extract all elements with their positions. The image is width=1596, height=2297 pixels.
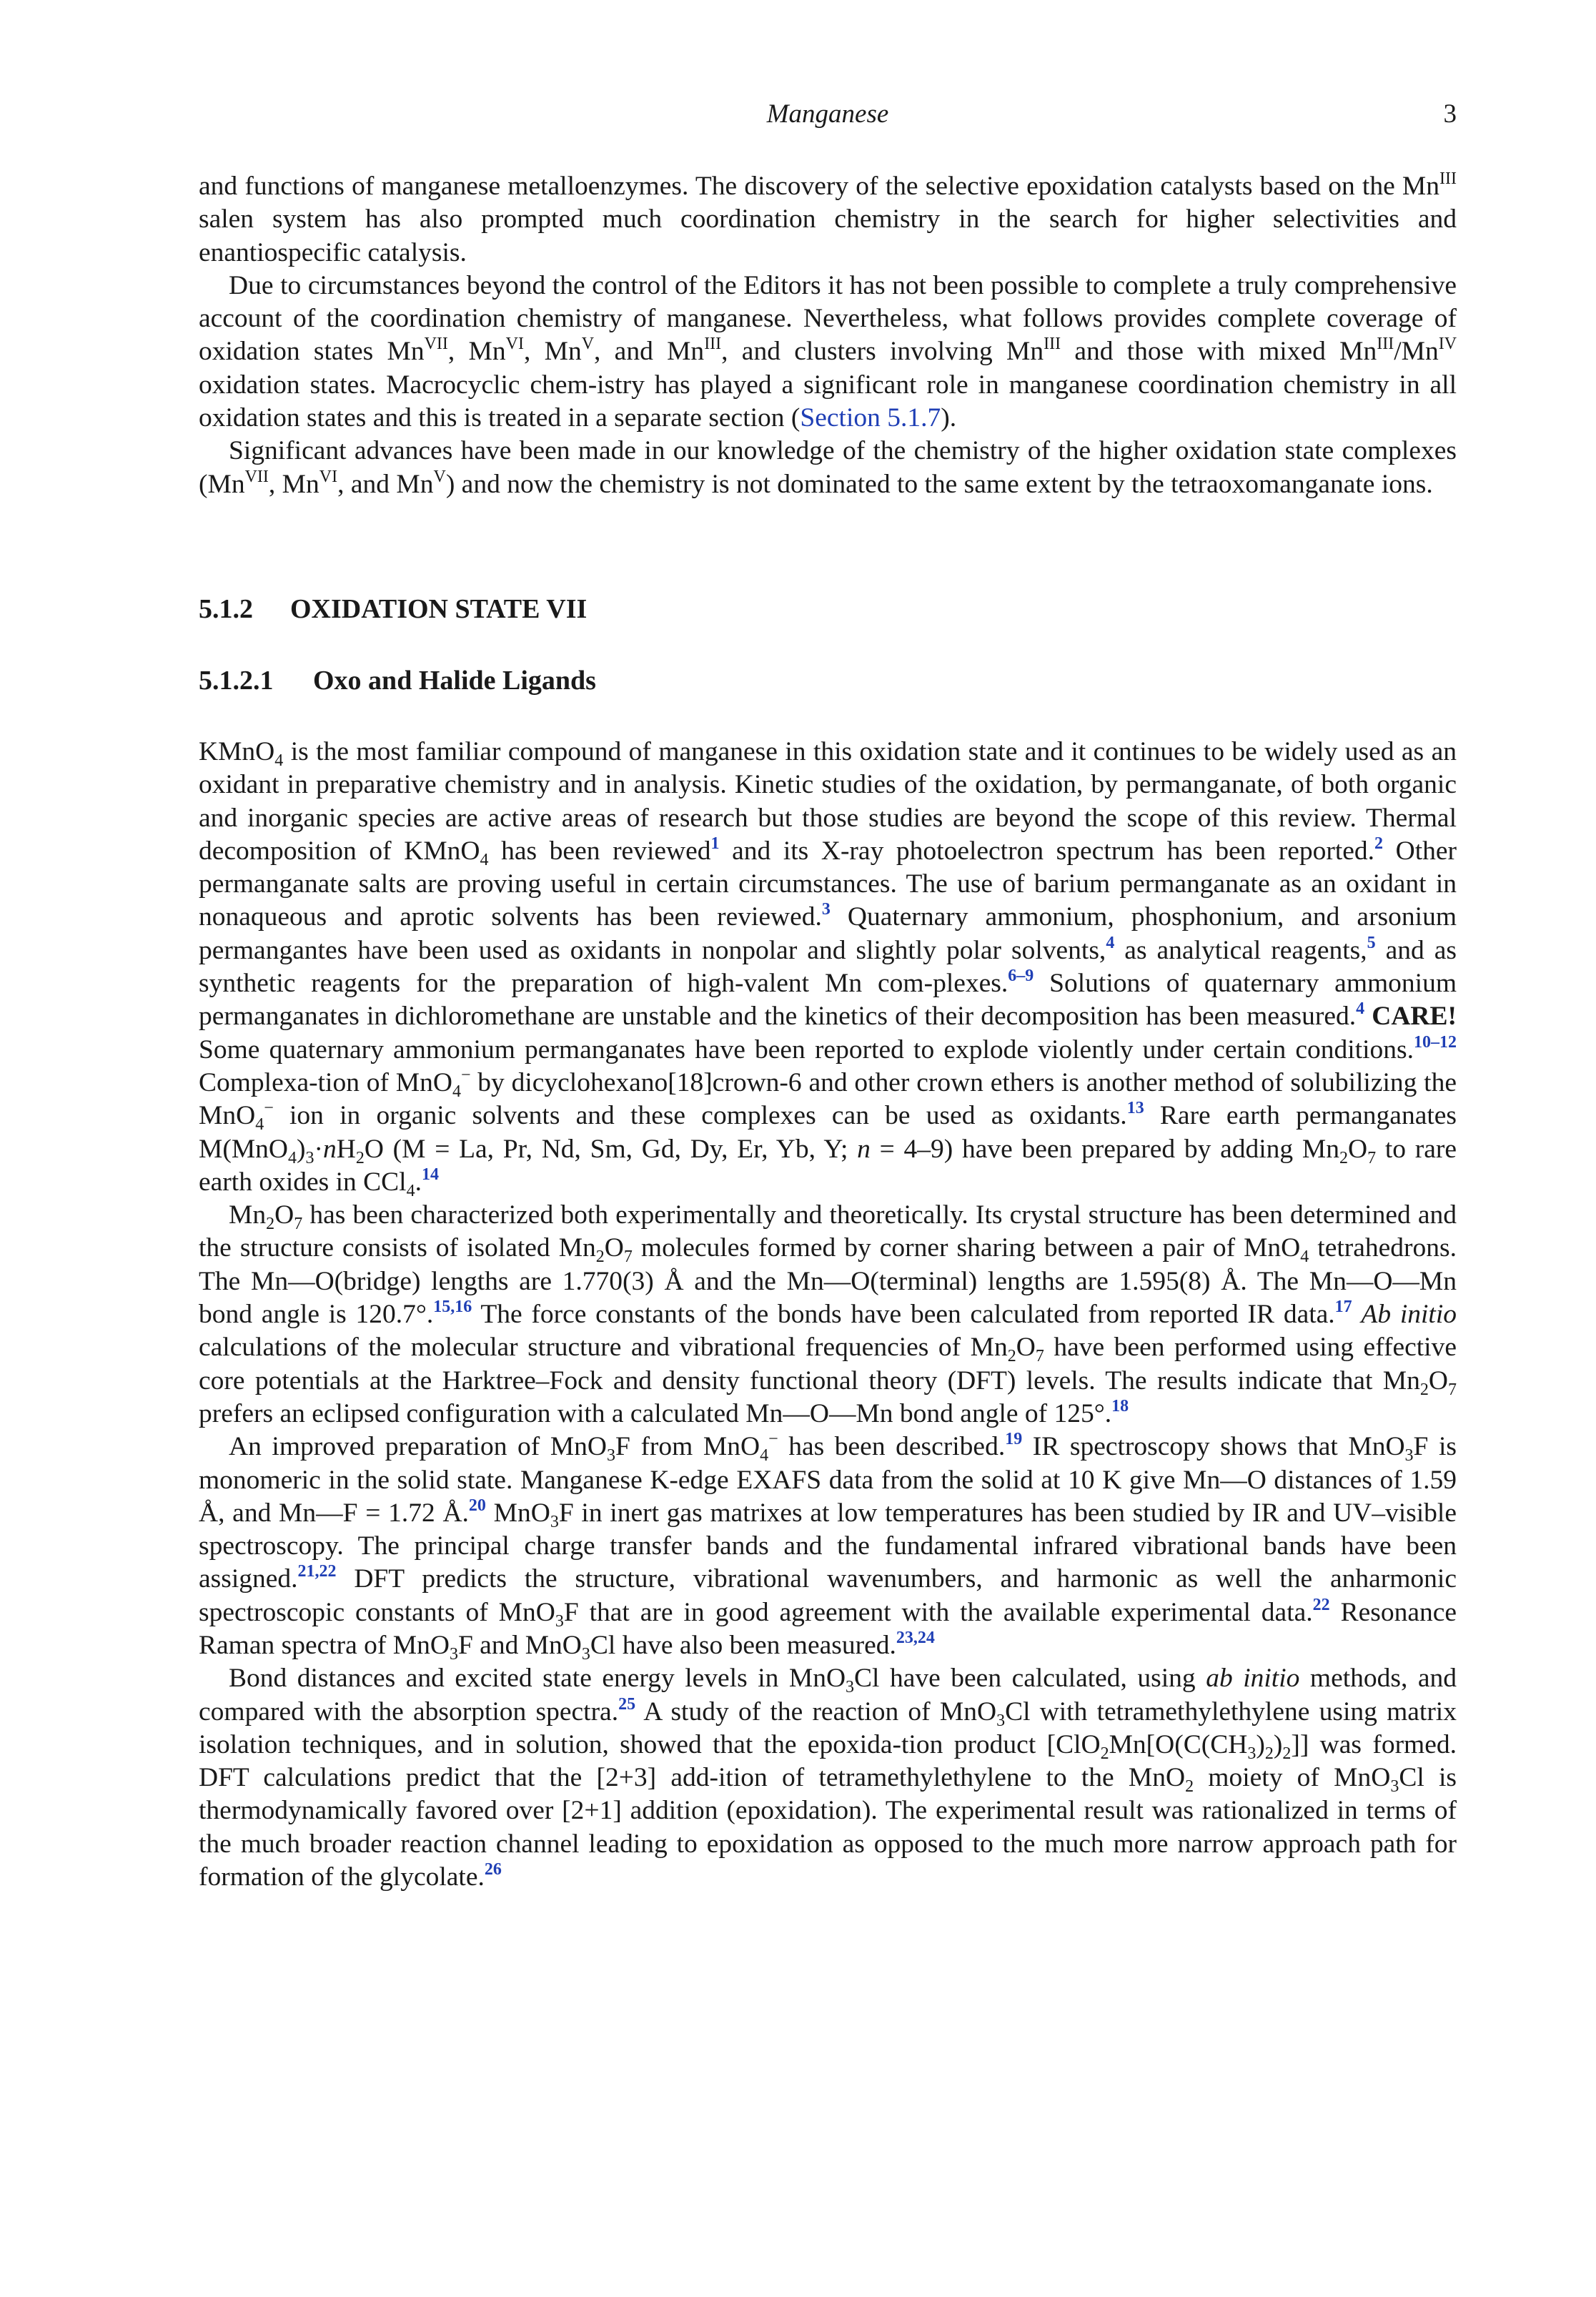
page-number: 3 — [1443, 99, 1457, 129]
body-paragraph: Bond distances and excited state energy levels in MnO$_3$Cl have been calculated, using ab initio methods, and compared with the absorption spectra.$^{25}$ A study of the reaction of MnO$_3$Cl with tetramethylethylene using matrix isolation techniques, and in solution, showed that the epoxida-tion product $[ClO_2Mn[O(C(CH_3)_2)_2]]$ was formed. DFT calculations predict that the [2+3] add-ition of tetramethylethylene to the MnO$_2$ moiety of MnO$_3$Cl is thermodynamically favored over [2+1] addition (epoxidation). The experimental result was rationalized in terms of the much broader reaction channel leading to epoxidation as opposed to the much more narrow approach path for formation of the glycolate.$^{26}$ — [199, 1664, 1457, 1892]
body-paragraph: KMnO$_4$ is the most familiar compound of manganese in this oxidation state and it continues to be widely used as an oxidant in preparative chemistry and in analysis. Kinetic studies of the oxidation, by permanganate, of both organic and inorganic species are active areas of research but those studies are beyond the scope of this review. Thermal decomposition of KMnO$_4$ has been reviewed$^1$ and its X-ray photoelectron spectrum has been reported.$^2$ Other permanganate salts are proving useful in certain circumstances. The use of barium permanganate as an oxidant in nonaqueous and aprotic solvents has been reviewed.$^3$ Quaternary ammonium, phosphonium, and arsonium permangantes have been used as oxidants in nonpolar and slightly polar solvents,$^4$ as analytical reagents,$^5$ and as synthetic reagents for the preparation of high-valent Mn com-plexes.$^{6-9}$ Solutions of quaternary ammonium permanganates in dichloromethane are unstable and the kinetics of their decomposition has been measured.$^4$ CARE! Some quaternary ammonium permanganates have been reported to explode violently under certain conditions.$^{10-12}$ Complexa-tion of MnO$_4$− by dicyclohexano[18]crown-6 and other crown ethers is another method of solubilizing the MnO$_4$− ion in organic solvents and these complexes can be used as oxidants.$^{13}$ Rare earth permanganates $M(MnO_4)_3\cdot nH_2O$ (M = La, Pr, Nd, Sm, Gd, Dy, Er, Yb, Y; n = 4–9) have been prepared by adding $Mn_2O_7$ to rare earth oxides in CCl$_4$.$^{14}$ — [199, 736, 1457, 1200]
running-header — [199, 93, 1457, 136]
running-title: Manganese — [766, 99, 889, 129]
section-heading — [199, 593, 1457, 626]
subsection-title: Oxo and Halide Ligands — [313, 665, 596, 696]
book-page — [199, 93, 1457, 1894]
subsection-number: 5.1.2.1 — [199, 665, 274, 696]
body-text — [199, 170, 1457, 1894]
body-paragraph: An improved preparation of MnO$_3$F from MnO$_4$− has been described.$^{19}$ IR spectroscopy shows that MnO$_3$F is monomeric in the solid state. Manganese K-edge EXAFS data from the solid at 10 K give Mn—O distances of 1.59 Å, and Mn—F = 1.72 Å.$^{20}$ MnO$_3$F in inert gas matrixes at low temperatures has been studied by IR and UV–visible spectroscopy. The principal charge transfer bands and the fundamental infrared vibrational bands have been assigned.$^{21,22}$ DFT predicts the structure, vibrational wavenumbers, and harmonic as well the anharmonic spectroscopic constants of MnO$_3$F that are in good agreement with the available experimental data.$^{22}$ Resonance Raman spectra of MnO$_3$F and MnO$_3$Cl have also been measured.$^{23,24}$ — [199, 1430, 1457, 1664]
intro-paragraph: and functions of manganese metalloenzymes. The discovery of the selective epoxidation catalysts based on the $Mn^{III}$ salen system has also prompted much coordination chemistry in the search for higher selectivities and enantiospecific catalysis. — [199, 169, 1457, 267]
body-paragraph: $Mn_2O_7$ has been characterized both experimentally and theoretically. Its crystal structure has been determined and the structure consists of isolated $Mn_2O_7$ molecules formed by corner sharing between a pair of MnO$_4$ tetrahedrons. The Mn—O(bridge) lengths are 1.770(3) Å and the Mn—O(terminal) lengths are 1.595(8) Å. The Mn—O—Mn bond angle is 120.7°.$^{15,16}$ The force constants of the bonds have been calculated from reported IR data.$^{17}$ Ab initio calculations of the molecular structure and vibrational frequencies of $Mn_2O_7$ have been performed using effective core potentials at the Harktree–Fock and density functional theory (DFT) levels. The results indicate that $Mn_2O_7$ prefers an eclipsed configuration with a calculated Mn—O—Mn bond angle of 125°.$^{18}$ — [199, 1200, 1457, 1428]
intro-paragraph: Due to circumstances beyond the control of the Editors it has not been possible to complete a truly comprehensive account of the coordination chemistry of manganese. Nevertheless, what follows provides complete coverage of oxidation states $Mn^{VII}$, $Mn^{VI}$, $Mn^V$, and $Mn^{III}$, and clusters involving $Mn^{III}$ and those with mixed $Mn^{III}/Mn^{IV}$ oxidation states. Macrocyclic chem-istry has played a significant role in manganese coordination chemistry in all oxidation states and this is treated in a separate section (Section 5.1.7). — [199, 270, 1457, 433]
section-number: 5.1.2 — [199, 593, 253, 624]
section-title: OXIDATION STATE VII — [290, 593, 588, 624]
intro-paragraph: Significant advances have been made in our knowledge of the chemistry of the higher oxidation state complexes ($Mn^{VII}$, $Mn^{VI}$, and $Mn^V$) and now the chemistry is not dominated to the same extent by the tetraoxomanganate ions. — [199, 436, 1457, 499]
subsection-heading — [199, 664, 1457, 697]
